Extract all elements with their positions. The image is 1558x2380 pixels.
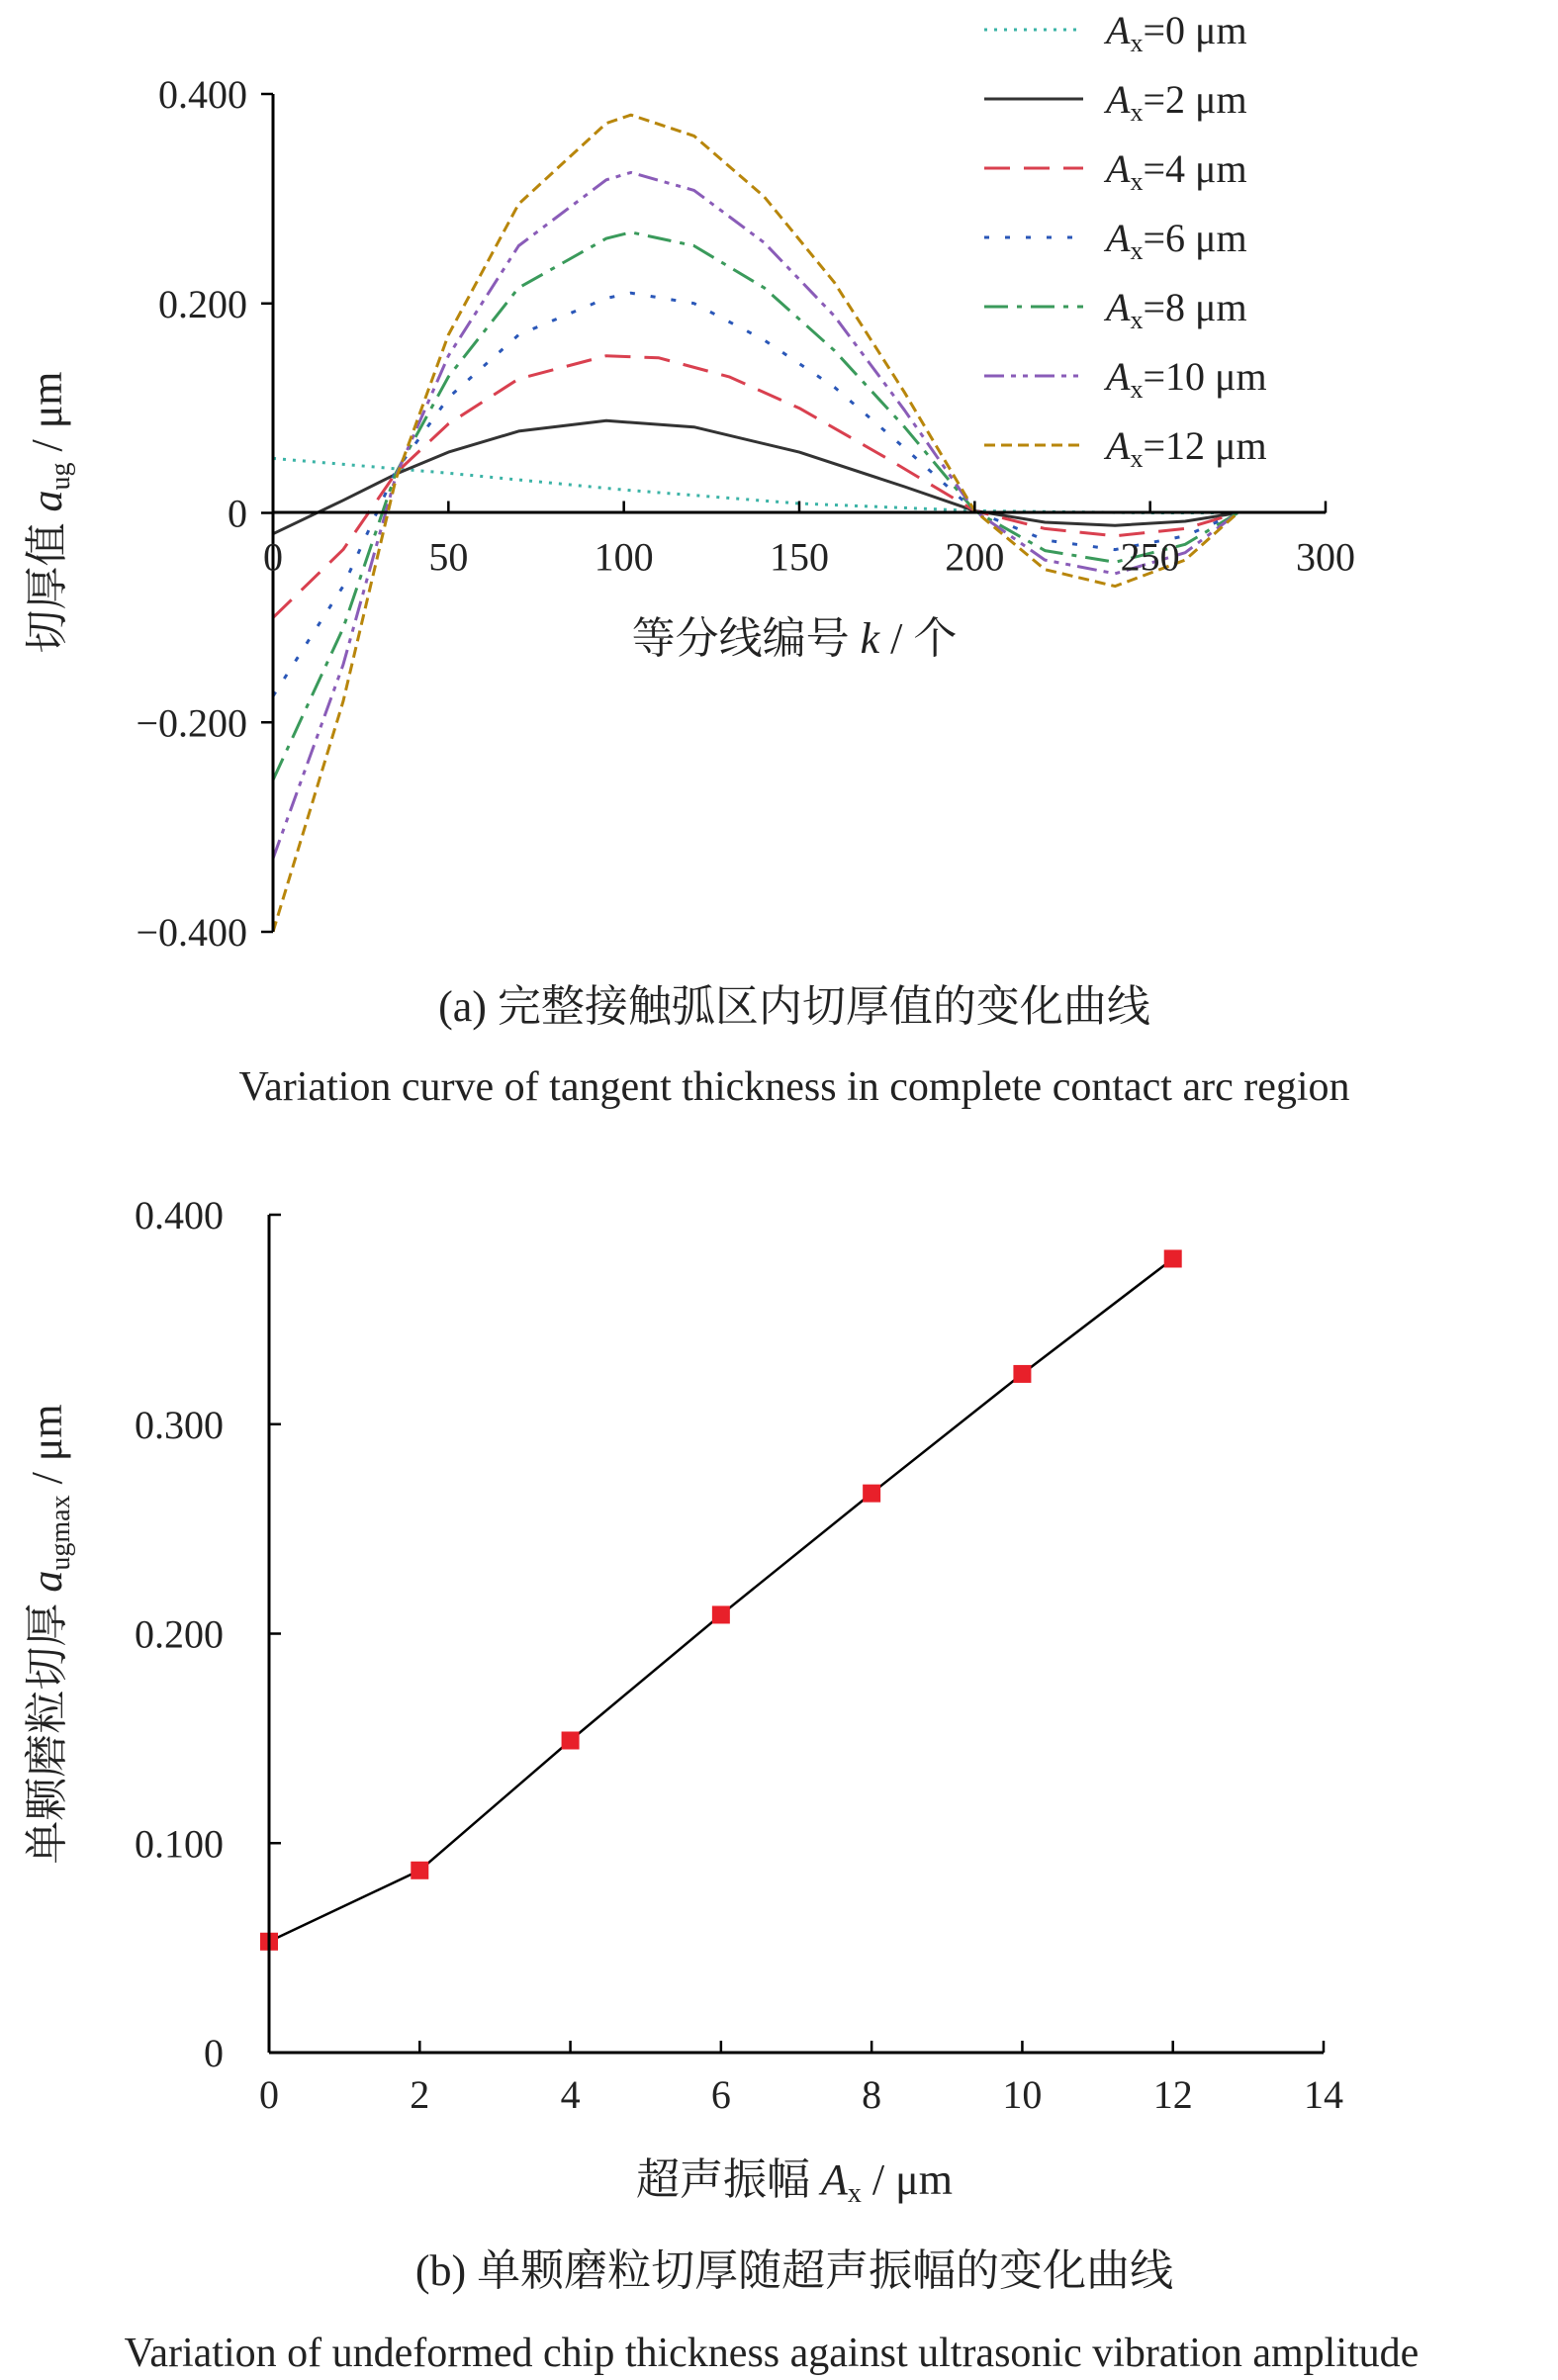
chart-a-legend-label-0: [1103, 8, 1247, 57]
chart-b-x-tick-label: 12: [1152, 2072, 1193, 2117]
legend-variable: A: [1106, 146, 1131, 191]
chart-a-x-tick-label: 150: [770, 534, 829, 580]
chart-a-x-tick-label: 100: [594, 534, 654, 580]
chart-b-x-axis-title: 超声振幅 Ax / μm: [636, 2155, 953, 2209]
chart-b-data-point: [1013, 1365, 1031, 1383]
chart-a-x-tick-label: 200: [945, 534, 1005, 580]
chart-a-series-line-5: [273, 172, 1237, 859]
legend-subscript: x: [1130, 236, 1144, 265]
chart-b-y-tick-label: 0.400: [135, 1193, 224, 1237]
chart-b-x-tick-label: 2: [410, 2072, 430, 2117]
legend-variable: A: [1106, 8, 1131, 52]
legend-variable: A: [1106, 285, 1131, 329]
chart-a-x-tick-label: 0: [263, 534, 283, 580]
chart-a-legend-label-1: [1103, 77, 1247, 127]
chart-a-y-tick-label: 0.400: [158, 72, 247, 117]
chart-a-legend-label-3: [1103, 216, 1247, 265]
chart-b-x-tick-label: 14: [1304, 2072, 1343, 2117]
legend-subscript: x: [1130, 98, 1144, 127]
chart-a-y-tick-label: −0.400: [136, 910, 247, 955]
chart-a-series-line-2: [273, 356, 1237, 618]
chart-a-legend-label-6: [1103, 423, 1267, 473]
chart-a-x-tick-label: 300: [1296, 534, 1355, 580]
legend-variable: A: [1106, 354, 1131, 399]
chart-a-series-line-4: [273, 232, 1237, 780]
chart-a-caption-zh: (a) 完整接触弧区内切厚值的变化曲线: [438, 982, 1150, 1031]
chart-a: [23, 8, 1355, 1110]
legend-value: =0 μm: [1143, 8, 1247, 52]
chart-b-data-point: [712, 1605, 730, 1623]
chart-b-data-point: [411, 1862, 428, 1879]
chart-b-y-tick-label: 0.300: [135, 1402, 224, 1447]
chart-b-caption-zh: (b) 单颗磨粒切厚随超声振幅的变化曲线: [414, 2246, 1174, 2295]
chart-b-ticks: [135, 1193, 1343, 2117]
chart-b-y-tick-label: 0: [204, 2031, 224, 2075]
legend-value: =2 μm: [1143, 77, 1247, 122]
chart-b-x-tick-label: 0: [259, 2072, 279, 2117]
legend-variable: A: [1106, 423, 1131, 468]
chart-a-caption-en: Variation curve of tangent thickness in complete contact arc region: [238, 1064, 1350, 1110]
legend-subscript: x: [1130, 306, 1144, 334]
chart-b-plot-area: [260, 1249, 1182, 1950]
chart-a-series-line-0: [273, 458, 1237, 512]
chart-a-y-axis-title: 切厚值 aug / μm: [23, 371, 76, 654]
chart-a-y-tick-label: 0.200: [158, 281, 247, 326]
chart-a-legend-label-5: [1103, 354, 1267, 404]
legend-value: =6 μm: [1143, 216, 1247, 260]
chart-a-plot-area: [273, 115, 1237, 932]
chart-b-x-tick-label: 8: [862, 2072, 882, 2117]
legend-variable: A: [1106, 77, 1131, 122]
chart-b-data-point: [562, 1731, 580, 1749]
chart-a-series-line-1: [273, 420, 1237, 533]
legend-subscript: x: [1130, 375, 1144, 404]
chart-a-legend-label-4: [1103, 285, 1247, 334]
chart-b-data-point: [1164, 1249, 1182, 1267]
chart-b-series-line: [269, 1259, 1173, 1942]
chart-b-y-tick-label: 0.200: [135, 1611, 224, 1657]
chart-a-y-tick-label: −0.200: [136, 700, 247, 746]
chart-a-x-axis-title: 等分线编号 k / 个: [631, 614, 958, 663]
chart-a-y-tick-label: 0: [228, 491, 247, 536]
chart-b-data-point: [863, 1485, 880, 1503]
legend-subscript: x: [1130, 444, 1144, 473]
chart-b-caption-en: Variation of undeformed chip thickness against ultrasonic vibration amplitude: [124, 2331, 1420, 2376]
legend-value: =4 μm: [1143, 146, 1247, 191]
chart-a-x-tick-label: 50: [428, 534, 469, 580]
chart-b-x-tick-label: 4: [560, 2072, 581, 2117]
legend-subscript: x: [1130, 29, 1144, 57]
legend-value: =10 μm: [1143, 354, 1267, 399]
chart-b-y-axis-title: 单颗磨粒切厚 augmax / μm: [23, 1404, 76, 1865]
chart-b-x-tick-label: 6: [710, 2072, 731, 2117]
legend-value: =12 μm: [1143, 423, 1267, 468]
chart-b-y-tick-label: 0.100: [135, 1821, 224, 1867]
chart-b: [23, 1193, 1419, 2376]
chart-a-legend-label-2: [1103, 146, 1247, 196]
chart-a-legend: [984, 8, 1267, 473]
legend-subscript: x: [1130, 167, 1144, 196]
legend-variable: A: [1106, 216, 1131, 260]
legend-value: =8 μm: [1143, 285, 1247, 329]
chart-b-x-tick-label: 10: [1002, 2072, 1043, 2117]
chart-a-x-tick-label: 250: [1120, 534, 1180, 580]
